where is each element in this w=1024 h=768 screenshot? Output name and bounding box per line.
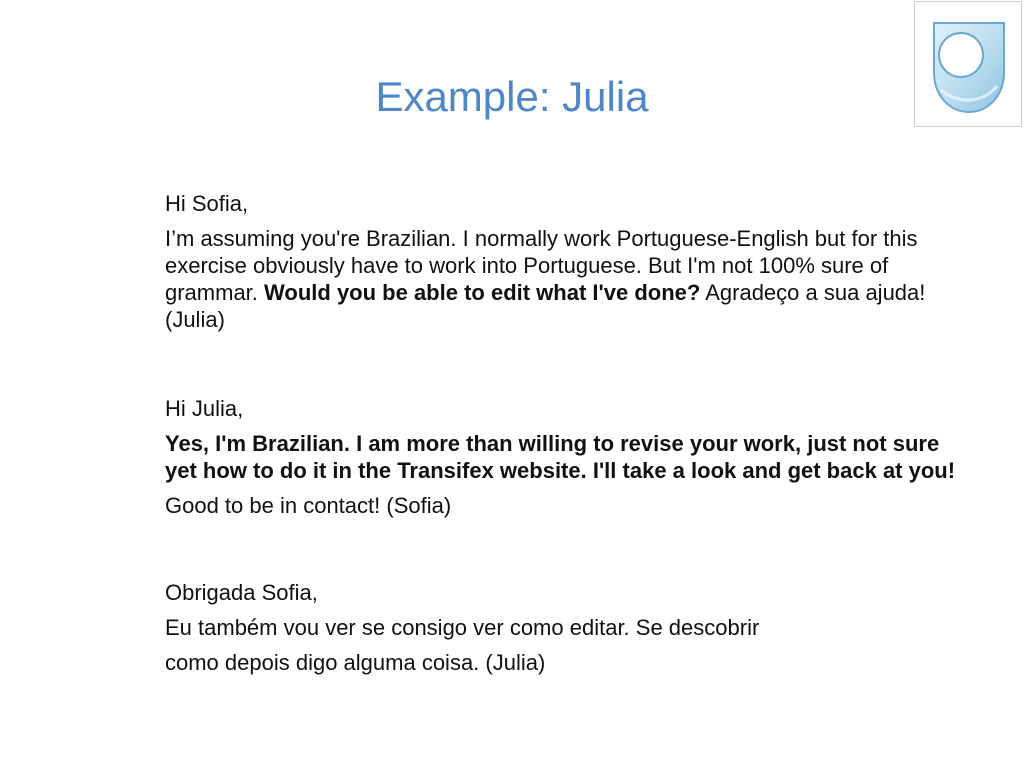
spacer <box>165 341 965 395</box>
message-line: como depois digo alguma coisa. (Julia) <box>165 650 546 675</box>
message-signoff: Good to be in contact! (Sofia) <box>165 493 452 518</box>
spacer <box>165 527 965 579</box>
shield-logo-icon <box>931 20 1007 116</box>
greeting: Hi Sofia, <box>165 191 249 216</box>
message-body <box>165 225 965 333</box>
email-thread <box>165 190 965 684</box>
greeting: Obrigada Sofia, <box>165 580 318 605</box>
message-signoff: Agradeço a sua ajuda! (Julia) <box>165 280 926 332</box>
message-sofia <box>165 395 965 519</box>
message-body: Yes, I'm Brazilian. I am more than willing to revise your work, just not sure yet how to do it in the Transifex website. I'll take a look and get back at you! <box>165 431 956 483</box>
slide-title: Example: Julia <box>375 73 649 120</box>
message-text: I’m assuming you're Brazilian. I normally work Portuguese-English but for this exercise obviously have to work into Portuguese. But I'm not 100% sure of grammar. <box>165 226 918 305</box>
message-line: Eu também vou ver se consigo ver como editar. Se descobrir <box>165 615 760 640</box>
message-julia-2 <box>165 579 965 676</box>
logo-frame <box>914 1 1022 127</box>
message-question: Would you be able to edit what I've done? <box>264 280 701 305</box>
message-julia-1 <box>165 190 965 333</box>
greeting: Hi Julia, <box>165 396 244 421</box>
